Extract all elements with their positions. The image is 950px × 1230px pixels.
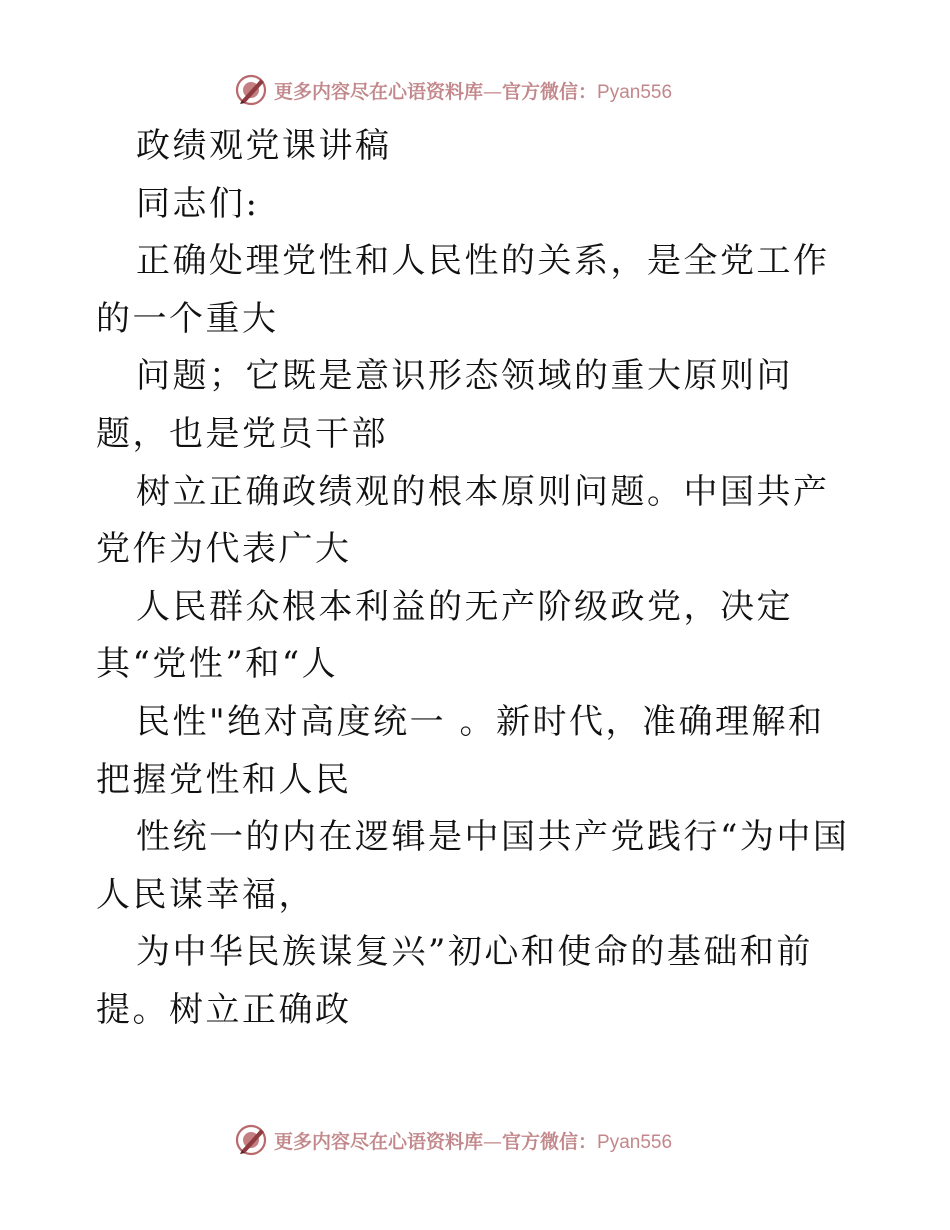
- banner-wechat-id: Pyan556: [597, 1131, 673, 1153]
- header-watermark-banner: [234, 70, 754, 110]
- footer-watermark-banner: [234, 1120, 754, 1160]
- banner-site-name: 更多内容尽在心语资料库: [274, 80, 484, 103]
- doc-paragraph-line: 问题；它既是意识形态领域的重大原则问题，也是党员干部: [96, 356, 793, 454]
- doc-paragraph-line: 民性"绝对高度统一 。新时代，准确理解和把握党性和人民: [96, 701, 825, 800]
- doc-paragraph-line: 人民群众根本利益的无产阶级政党，决定其“党性”和“人: [96, 586, 793, 685]
- banner-official-label: 官方微信：: [502, 80, 598, 103]
- pen-circle-logo-icon: [234, 73, 268, 107]
- banner-text: [274, 1127, 672, 1154]
- doc-paragraph-line: 为中华民族谋复兴”初心和使命的基础和前提。树立正确政: [96, 932, 813, 1030]
- banner-separator: —: [483, 1130, 503, 1153]
- pen-circle-logo-icon: [234, 1123, 268, 1157]
- doc-paragraph-line: 性统一的内在逻辑是中国共产党践行“为中国人民谋幸福，: [96, 817, 850, 915]
- banner-official-label: 官方微信：: [502, 1130, 598, 1153]
- document-body: [96, 118, 856, 1040]
- banner-site-name: 更多内容尽在心语资料库: [274, 1130, 484, 1153]
- banner-text: [274, 77, 672, 104]
- banner-wechat-id: Pyan556: [597, 81, 673, 103]
- doc-salutation: 同志们:: [136, 183, 260, 224]
- doc-paragraph-line: 正确处理党性和人民性的关系，是全党工作的一个重大: [96, 241, 830, 339]
- banner-separator: —: [483, 80, 503, 103]
- doc-title: 政绩观党课讲稿: [136, 126, 392, 166]
- doc-paragraph-line: 树立正确政绩观的根本原则问题。中国共产党作为代表广大: [96, 471, 830, 570]
